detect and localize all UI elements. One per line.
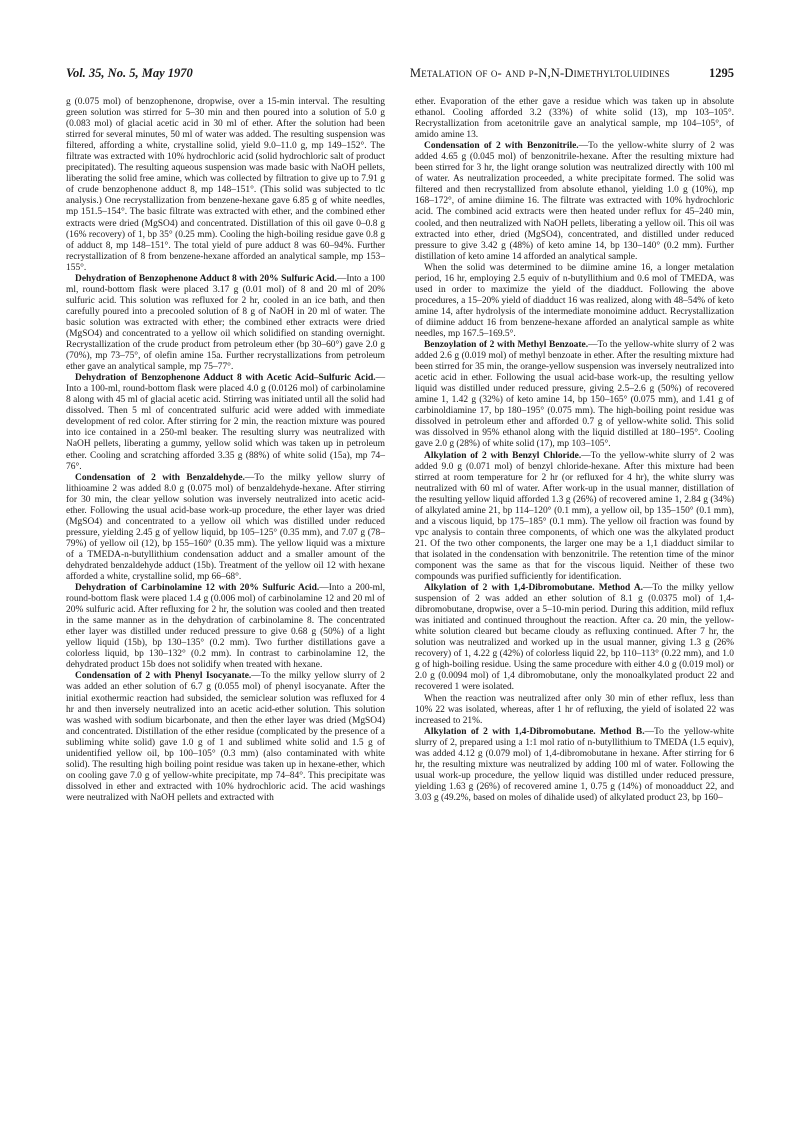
paragraph: When the reaction was neutralized after only 30 min of ether reflux, less than 10% 22 was isolated, whereas, after 1 hr of refluxing, the yield of isolated 22 was increased to 21%. bbox=[415, 693, 734, 726]
section-lead: Condensation of 2 with Phenyl Isocyanate. bbox=[75, 671, 252, 682]
paragraph: Benzoylation of 2 with Methyl Benzoate.—To the yellow-white slurry of 2 was added 2.6 g (0.019 mol) of methyl benzoate in ether. After the resulting mixture had been stirred for 35 min, the orange-yellow suspension was inversely neutralized into acetic acid in ether. Following the usual acid-base work-up, the resulting yellow liquid was distilled under reduced pressure, giving 2.5–2.6 g (50%) of recovered amine 1, 1.42 g (32%) of keto amine 14, bp 150–165° (0.075 mm), and 1.41 g of carbinoldiamine 17, bp 180–195° (0.075 mm). The high-boiling point residue was dissolved in petroleum ether and afforded 0.7 g of yellow-white solid. This solid was dissolved in 95% ethanol along with the liquid distilled at 180–195°. Cooling gave 2.0 g (28%) of white solid (17), mp 103–105°. bbox=[415, 340, 734, 450]
running-title: Metalation of o- and p-N,N-Dimethyltoluidines bbox=[409, 66, 670, 80]
paragraph: Dehydration of Carbinolamine 12 with 20% Sulfuric Acid.—Into a 200-ml, round-bottom flask were placed 1.4 g (0.006 mol) of carbinolamine 12 and 20 ml of 20% sulfuric acid. After refluxing for 2 hr, the solution was cooled and then treated in the same manner as in the dehydration of carbinolamine 8. The concentrated ether layer was distilled under reduced pressure to give 0.68 g (50%) of a light yellow liquid (15b), bp 130–135° (0.2 mm). Two further distillations gave a colorless liquid, bp 130–132° (0.2 mm). In contrast to carbinolamine 12, the dehydrated product 15b does not solidify when treated with hexane. bbox=[66, 583, 385, 671]
paragraph: Dehydration of Benzophenone Adduct 8 with Acetic Acid–Sulfuric Acid.—Into a 100-ml, round-bottom flask were placed 4.0 g (0.0126 mol) of carbinolamine 8 along with 45 ml of glacial acetic acid. Stirring was initiated until all the solid had dissolved. Then 5 ml of concentrated sulfuric acid were added with immediate development of red color. After stirring for 2 min, the reaction mixture was poured into ice contained in a 250-ml beaker. The resulting slurry was neutralized with NaOH pellets, liberating a gummy, yellow solid which was taken up in petroleum ether. Cooling and scratching afforded 3.35 g (88%) of white solid (15a), mp 74–76°. bbox=[66, 373, 385, 472]
journal-citation: Vol. 35, No. 5, May 1970 bbox=[66, 66, 193, 80]
section-lead: Dehydration of Carbinolamine 12 with 20% Sulfuric Acid. bbox=[75, 583, 320, 594]
section-lead: Dehydration of Benzophenone Adduct 8 with Acetic Acid–Sulfuric Acid. bbox=[75, 373, 376, 384]
paragraph: Alkylation of 2 with 1,4-Dibromobutane. Method A.—To the milky yellow suspension of 2 was added an ether solution of 8.1 g (0.0375 mol) of 1,4-dibromobutane, dropwise, over a 5–10-min period. During this addition, mild reflux was initiated and continued throughout the reaction. After ca. 20 min, the yellow-white solution cleared but became cloudy as refluxing continued. After 7 hr, the solution was neutralized and worked up in the usual manner, giving 1.3 g (26% recovery) of 1, 4.22 g (42%) of colorless liquid 22, bp 110–113° (0.22 mm), and 1.0 g of high-boiling residue. Using the same procedure with either 4.0 g (0.019 mol) or 2.0 g (0.0094 mol) of 1,4 dibromobutane, only the monoalkylated product 22 and recovered 1 were isolated. bbox=[415, 583, 734, 693]
paragraph: Condensation of 2 with Benzonitrile.—To the yellow-white slurry of 2 was added 4.65 g (0.045 mol) of benzonitrile-hexane. After the resulting mixture had been stirred for 3 hr, the light orange solution was neutralized directly with 100 ml of water. As neutralization proceeded, a white precipitate formed. The solid was filtered and then recrystallized from absolute ethanol, yielding 1.0 g (10%), mp 168–172°, of amine diimine 16. The filtrate was extracted with 10% hydrochloric acid. The combined acid extracts were then heated under reflux for 45–240 min, cooled, and then neutralized with NaOH pellets, liberating a yellow oil. This oil was extracted into ether, dried (MgSO4), concentrated, and distilled under reduced pressure to give 3.42 g (48%) of keto amine 14, bp 130–140° (0.2 mm). Further distillation of keto amine 14 afforded an analytical sample. bbox=[415, 141, 734, 262]
section-lead: Benzoylation of 2 with Methyl Benzoate. bbox=[424, 340, 589, 351]
paragraph: Condensation of 2 with Phenyl Isocyanate.—To the milky yellow slurry of 2 was added an ether solution of 6.7 g (0.055 mol) of phenyl isocyanate. After the initial exothermic reaction had subsided, the semiclear solution was refluxed for 4 hr and then inversely neutralized into an acetic acid-ether solution. This solution was washed with sodium bicarbonate, and then the ether layer was dried (MgSO4) and concentrated. Distillation of the ether residue (complicated by the presence of a subliming white solid) gave 1.0 g of 1 and sublimed white solid and 1.5 g of unidentified yellow oil, bp 100–105° (0.3 mm) (also contaminated with white solid). The resulting high boiling point residue was taken up in hexane-ether, which on cooling gave 7.0 g of yellow-white precipitate, mp 74–84°. This precipitate was dissolved in ether and extracted with 10% hydrochloric acid. The acid washings were neutralized with NaOH pellets and extracted with bbox=[66, 671, 385, 803]
paragraph: Dehydration of Benzophenone Adduct 8 with 20% Sulfuric Acid.—Into a 100 ml, round-bottom flask were placed 3.17 g (0.01 mol) of 8 and 20 ml of 20% sulfuric acid. This solution was refluxed for 2 hr, cooled in an ice bath, and then carefully poured into a precooled solution of 8 g of NaOH in 20 ml of water. The basic solution was extracted with ether; the combined ether extracts were dried (MgSO4) and concentrated to a yellow oil which solidified on standing overnight. Recrystallization of the crude product from petroleum ether (bp 30–60°) gave 2.0 g (70%), mp 73–75°, of olefin amine 15a. Further recrystallizations from petroleum ether gave an analytical sample, mp 75–77°. bbox=[66, 273, 385, 373]
section-lead: Dehydration of Benzophenone Adduct 8 with 20% Sulfuric Acid. bbox=[75, 273, 337, 284]
paragraph: g (0.075 mol) of benzophenone, dropwise, over a 15-min interval. The resulting green solution was stirred for 5–30 min and then poured into a solution of 5.0 g (0.083 mol) of glacial acetic acid in 30 ml of ether. After the solution had been stirred for several minutes, 50 ml of water was added. The resulting suspension was filtered, affording a white, crystalline solid, yield 9.0–11.0 g, mp 149–152°. The filtrate was extracted with 10% hydrochloric acid (solid hydrochloric salt of product precipitated). The resulting aqueous suspension was made basic with NaOH pellets, liberating the solid free amine, which was collected by filtration to give up to 7.91 g of crude benzophenone adduct 8, mp 148–151°. (This solid was subjected to tlc analysis.) One recrystallization from benzene-hexane gave 6.85 g of white needles, mp 151.5–154°. The basic filtrate was extracted with ether, and the combined ether extracts were dried (MgSO4) and concentrated. Distillation of this oil gave 0–0.8 g (16% recovery) of 1, bp 35° (0.25 mm). Cooling the high-boiling residue gave 0.8 g of adduct 8, mp 148–151°. The total yield of pure adduct 8 was 60–94%. Further recrystallization of 8 from benzene-hexane afforded an analytical sample, mp 153–155°. bbox=[66, 97, 385, 273]
paragraph: Alkylation of 2 with Benzyl Chloride.—To the yellow-white slurry of 2 was added 9.0 g (0.071 mol) of benzyl chloride-hexane. After this mixture had been stirred at room temperature for 2 hr (or refluxed for 4 hr), the white slurry was neutralized with 60 ml of water. After work-up in the usual manner, distillation of the resulting yellow liquid afforded 1.3 g (26%) of recovered amine 1, 2.84 g (34%) of alkylated amine 21, bp 114–120° (0.1 mm), a yellow oil, bp 135–150° (0.1 mm), and a viscous liquid, bp 175–185° (0.1 mm). The yellow oil fraction was found by vpc analysis to contain three components, of which one was the alkylated product 21. Of the two other components, the larger one may be a 1,1 diadduct similar to that isolated in the condensation with benzonitrile. The retention time of the minor component was the same as that for the viscous liquid. Neither of these two compounds was purified sufficiently for identification. bbox=[415, 450, 734, 583]
section-lead: Alkylation of 2 with Benzyl Chloride. bbox=[424, 450, 582, 461]
paragraph: When the solid was determined to be diimine amine 16, a longer metalation period, 16 hr, employing 2.5 equiv of n-butyllithium and 0.6 mol of TMEDA, was used in order to maximize the yield of the diadduct. Following the above procedures, a 15–20% yield of diadduct 16 was realized, along with 48–54% of keto amine 14, after hydrolysis of the intermediate monoimine adduct. Recrystallization of diimine adduct 16 from benzene-hexane afforded an analytical sample as white needles, mp 167.5–169.5°. bbox=[415, 262, 734, 339]
section-lead: Condensation of 2 with Benzonitrile. bbox=[424, 141, 579, 152]
page-number: 1295 bbox=[709, 66, 734, 80]
section-lead: Condensation of 2 with Benzaldehyde. bbox=[75, 472, 245, 483]
left-column bbox=[66, 97, 385, 804]
paragraph: Condensation of 2 with Benzaldehyde.—To the milky yellow slurry of lithioamine 2 was added 8.0 g (0.075 mol) of benzaldehyde-hexane. After stirring for 30 min, the clear yellow solution was inversely neutralized into acetic acid-ether. Following the usual acid-base work-up procedure, the ether layer was dried (MgSO4) and concentrated to a yellow oil which was distilled under reduced pressure, yielding 2.45 g of yellow liquid, bp 105–125° (0.35 mm), and 7.07 g (78–79%) of yellow oil (12), bp 155–160° (0.35 mm). The yellow liquid was a mixture of a TMEDA-n-butyllithium condensation adduct and a smaller amount of the dehydrated benzaldehyde adduct (15b). Treatment of the yellow oil 12 with hexane afforded a white, crystalline solid, mp 66–68°. bbox=[66, 472, 385, 583]
right-column bbox=[415, 97, 734, 804]
page-header bbox=[66, 66, 734, 82]
paragraph: Alkylation of 2 with 1,4-Dibromobutane. Method B.—To the yellow-white slurry of 2, prepared using a 1:1 mol ratio of n-butyllithium to TMEDA (1.5 equiv), was added 4.12 g (0.079 mol) of 1,4-dibromobutane in hexane. After stirring for 6 hr, the resulting mixture was neutralized by adding 100 ml of water. Following the usual work-up procedure, the yellow liquid was distilled under reduced pressure, yielding 1.63 g (26%) of recovered amine 1, 0.75 g (14%) of monoadduct 22, and 3.03 g (49.2%, based on moles of dihalide used) of alkylated product 23, bp 160– bbox=[415, 726, 734, 803]
section-lead: Alkylation of 2 with 1,4-Dibromobutane. Method B. bbox=[424, 726, 645, 737]
paragraph: ether. Evaporation of the ether gave a residue which was taken up in absolute ethanol. Cooling afforded 3.2 (33%) of white solid (13), mp 103–105°. Recrystallization from acetonitrile gave an analytical sample, mp 104–105°, of amido amine 13. bbox=[415, 97, 734, 141]
section-lead: Alkylation of 2 with 1,4-Dibromobutane. Method A. bbox=[424, 583, 644, 594]
